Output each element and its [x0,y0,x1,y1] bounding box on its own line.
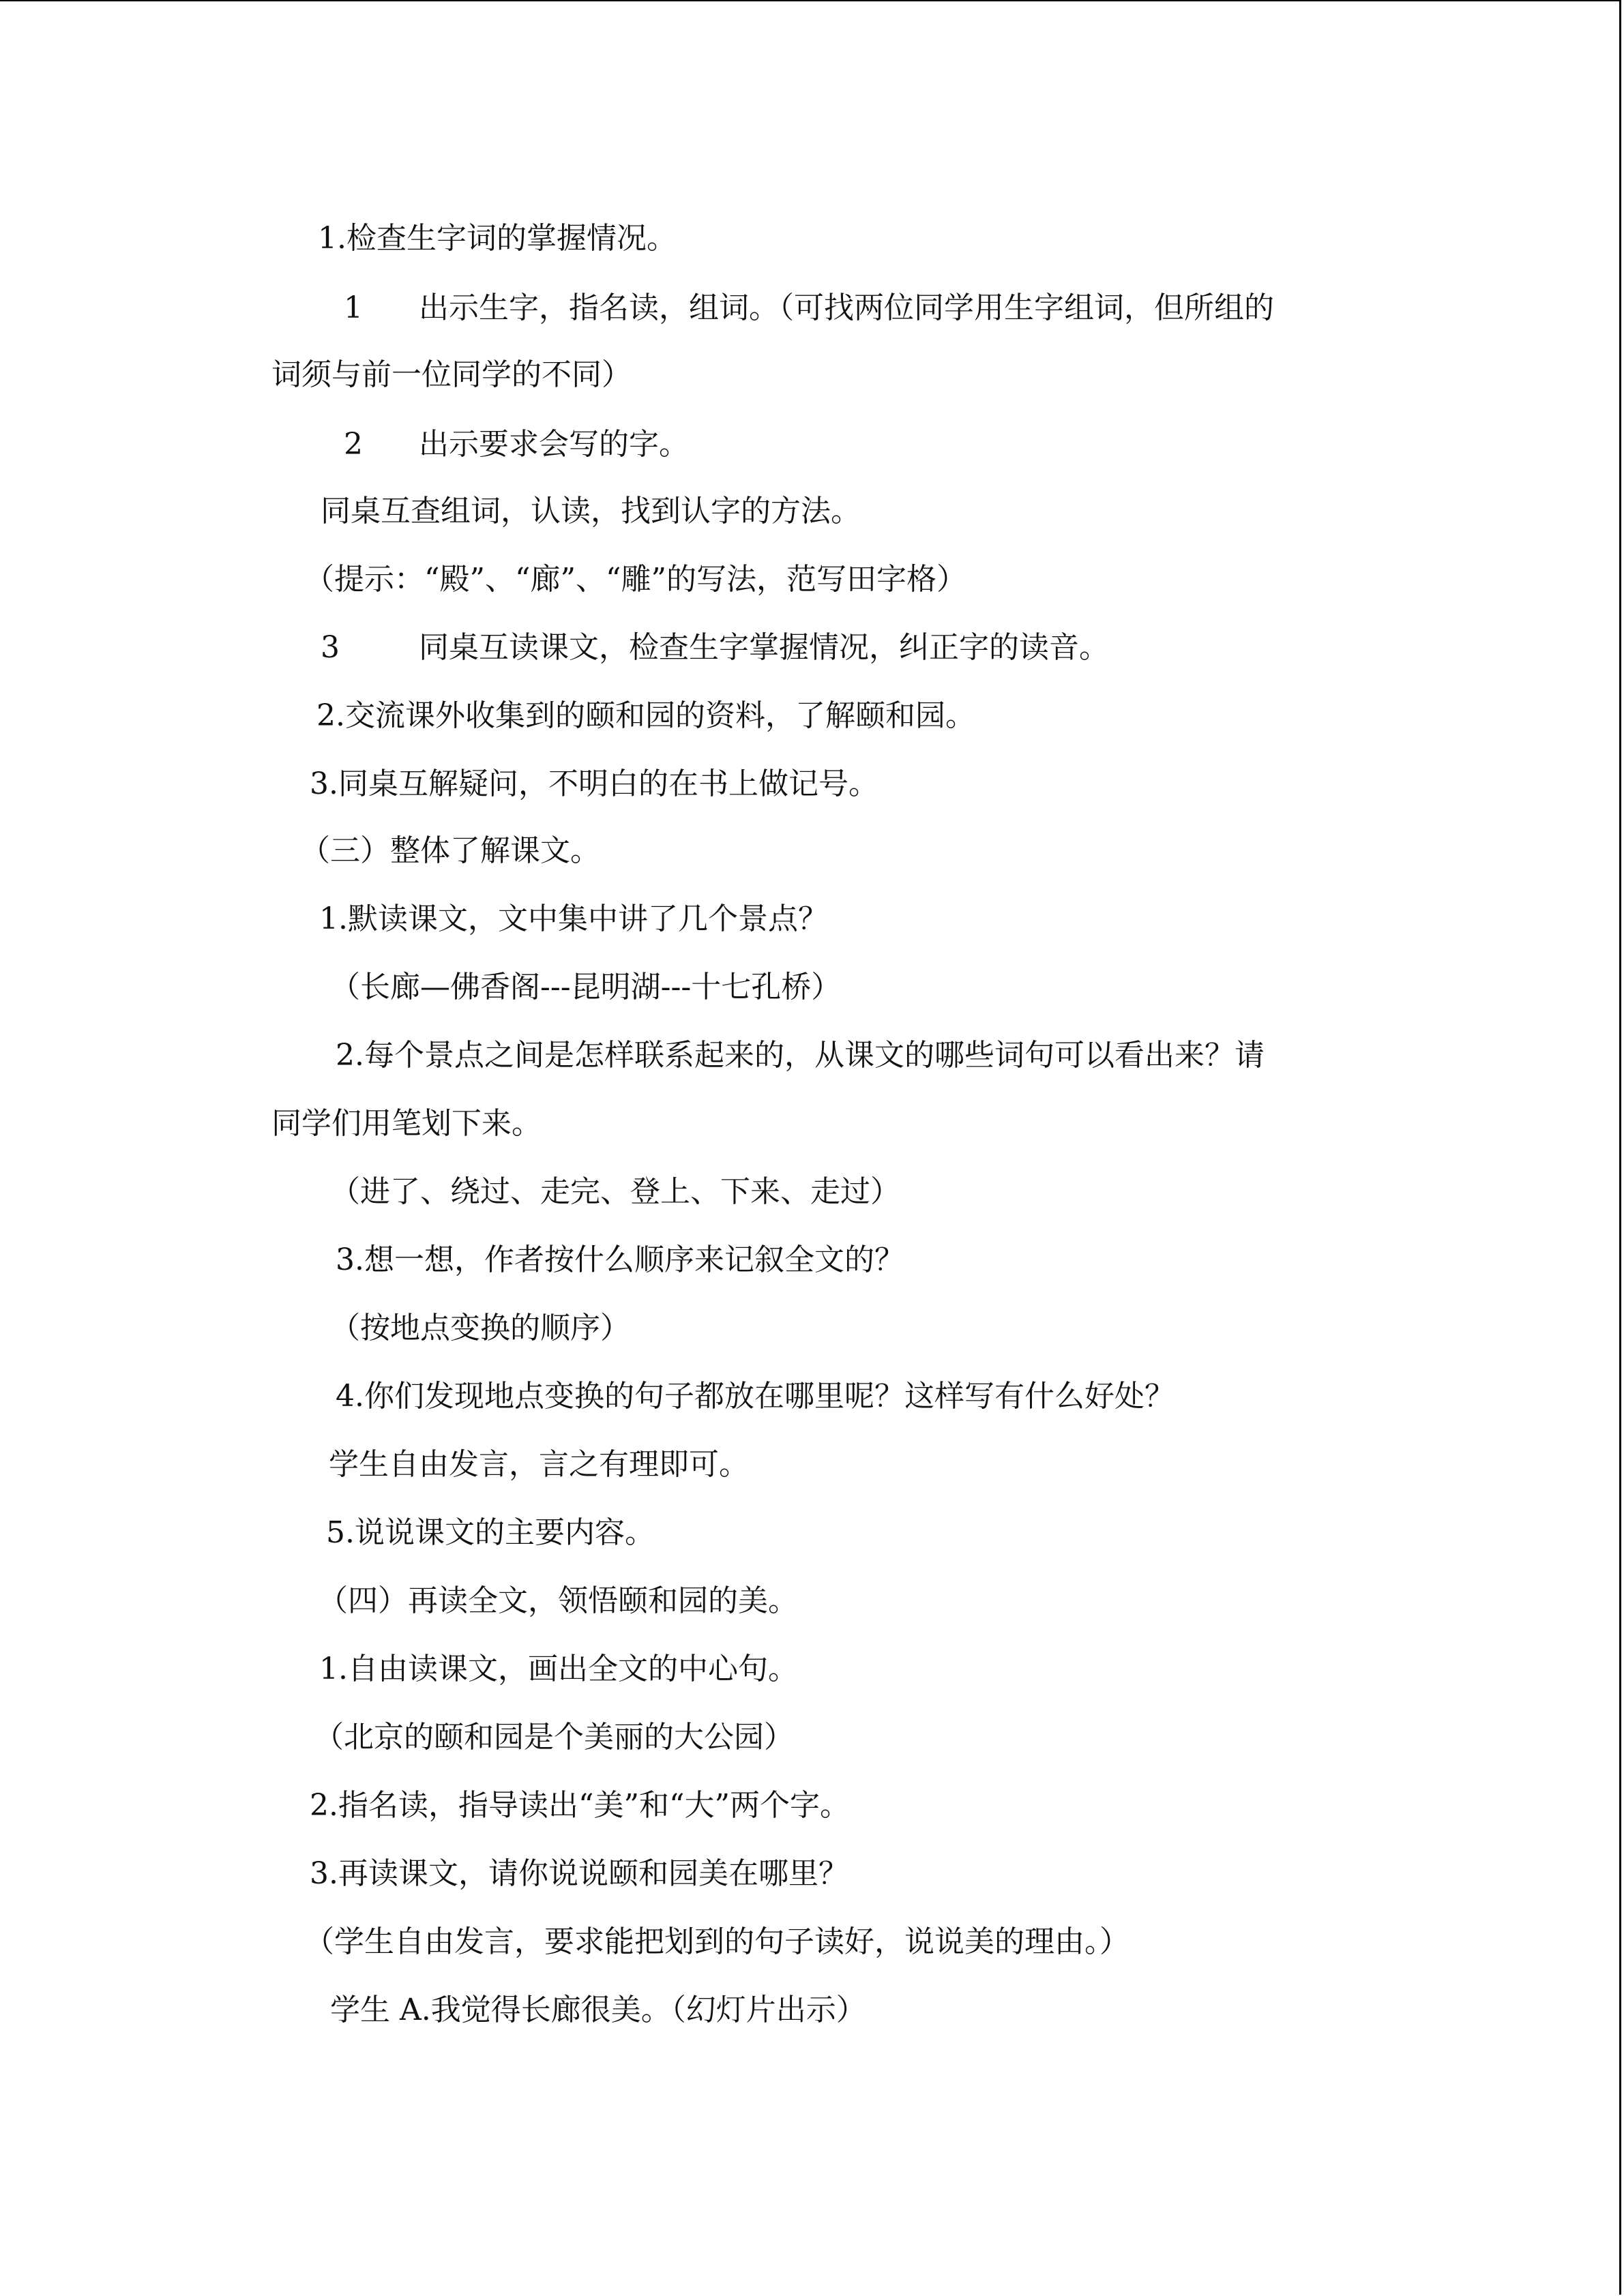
text-line: 同桌互读课文，检查生字掌握情况，纠正字的读音。 [419,630,1109,665]
text-line: （学生自由发言，要求能把划到的句子读好，说说美的理由。） [304,1924,1130,1959]
text-line: 2.每个景点之间是怎样联系起来的，从课文的哪些词句可以看出来？请 [336,1038,1265,1073]
text-line: （提示：“殿”、“廊”、“雕”的写法，范写田字格） [304,562,966,597]
text-line: 学生自由发言，言之有理即可。 [329,1447,749,1482]
text-line: 出示生字，指名读，组词。（可找两位同学用生字组词，但所组的 [419,290,1274,325]
text-line: 同学们用笔划下来。 [271,1106,542,1141]
text-line: 3.再读课文，请你说说颐和园美在哪里？ [310,1856,848,1891]
text-line: 学生 A.我觉得长廊很美。（幻灯片出示） [330,1993,866,2027]
list-number: 3 [321,630,340,665]
text-line: 1.自由读课文，画出全文的中心句。 [319,1652,798,1686]
text-line: 2.交流课外收集到的颐和园的资料，了解颐和园。 [316,698,975,733]
text-line: 2.指名读，指导读出“美”和“大”两个字。 [310,1788,850,1823]
text-line: 3.想一想，作者按什么顺序来记叙全文的？ [336,1242,904,1277]
text-line: 同桌互查组词，认读，找到认字的方法。 [321,494,861,528]
text-line: 1.默读课文，文中集中讲了几个景点？ [319,901,828,936]
text-line: 4.你们发现地点变换的句子都放在哪里呢？这样写有什么好处？ [336,1379,1175,1414]
text-line: 5.说说课文的主要内容。 [326,1515,655,1550]
text-line: （进了、绕过、走完、登上、下来、走过） [330,1174,900,1209]
list-number: 1 [344,290,363,325]
text-line: 1.检查生字词的掌握情况。 [318,221,677,256]
text-line: 3.同桌互解疑问，不明白的在书上做记号。 [310,766,879,801]
text-line: 词须与前一位同学的不同） [271,357,632,392]
text-line: （四）再读全文，领悟颐和园的美。 [318,1583,798,1618]
list-number: 2 [344,427,363,462]
text-line: （北京的颐和园是个美丽的大公园） [314,1720,794,1755]
text-line: 出示要求会写的字。 [419,427,689,462]
text-line: （按地点变换的顺序） [330,1311,630,1345]
text-line: （长廊—佛香阁---昆明湖---十七孔桥） [330,970,842,1004]
text-line: （三）整体了解课文。 [300,833,600,868]
